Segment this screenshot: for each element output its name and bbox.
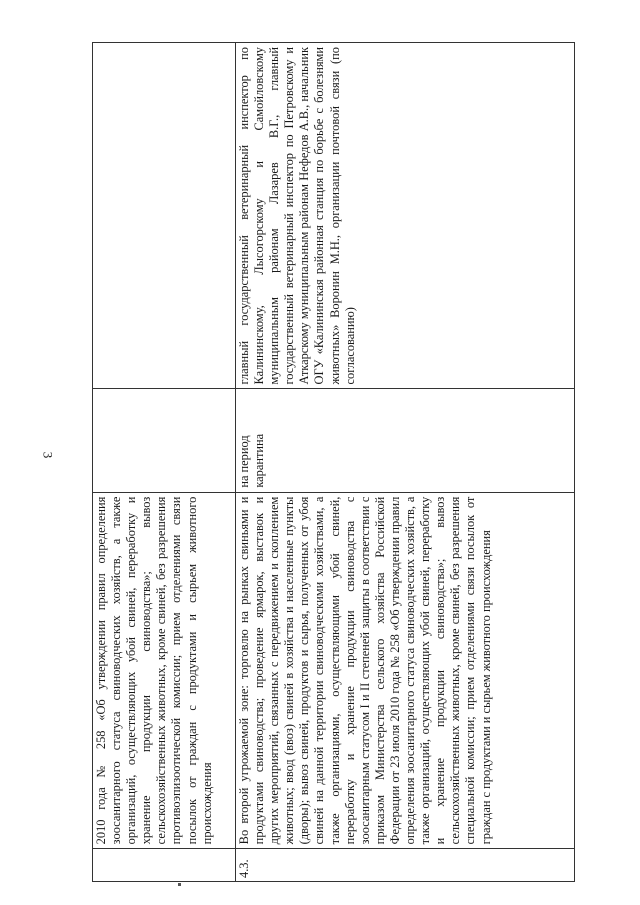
term-cell: на период карантина [236, 389, 575, 492]
measure-text-cell: 2010 года № 258 «Об утверждении правил определения зоосанитарного статуса свиноводческих хозяйств, а также организаций, осуществляющих убой свиней, переработку и хранение продукции свиноводства»; вывоз сельскохозяйственных животных, кроме свиней, без разрешения противоэпизоотической комиссии; прием отделениями связи посылок от граждан с продуктами и сырьем животного происхождения [93, 492, 236, 849]
term-cell [93, 389, 236, 492]
row-number-cell [93, 849, 236, 882]
page-number: 3 [40, 451, 56, 459]
scan-artifact [178, 883, 181, 886]
row-number-cell: 4.3. [236, 849, 575, 882]
measure-text-cell: Во второй угрожаемой зоне: торговлю на рынках свиньями и продуктами свиноводства; проведение ярмарок, выставок и других мероприятий, связанных с передвижением и скоплением животных; ввод (ввоз) свиней в хозяйства и населенные пункты (дворы); вывоз свиней, продуктов и сырья, полученных от убоя свиней на данной территории свиноводческими хозяйствами, а также организациями, осуществляющими убой свиней, переработку и хранение продукции свиноводства с зоосанитарным статусом I и II степеней защиты в соответствии с приказом Министерства сельского хозяйства Российской Федерации от 23 июля 2010 года № 258 «Об утверждении правил определения зоосанитарного статуса свиноводческих хозяйств, а также организаций, осуществляющих убой свиней, переработку и хранение продукции свиноводства»; вывоз сельскохозяйственных животных, кроме свиней, без разрешения специальной комиссии; прием отделениями связи посылок от граждан с продуктами и сырьем животного происхождения [236, 492, 575, 849]
responsible-cell: главный государственный ветеринарный инспектор по Калининскому, Лысогорскому и Самойловскому муниципальным районам Лазарев В.Г., главный государственный ветеринарный инспектор по Петровскому и Аткарскому муниципальным районам Нефедов А.В., начальник ОГУ «Калининская районная станция по борьбе с болезнями животных» Воронин М.Н., организации почтовой связи (по согласованию) [236, 43, 575, 389]
table-row [236, 43, 575, 882]
responsible-cell [93, 43, 236, 389]
table-row [93, 43, 236, 882]
measures-table [92, 42, 575, 882]
rotated-page-content [92, 42, 570, 882]
